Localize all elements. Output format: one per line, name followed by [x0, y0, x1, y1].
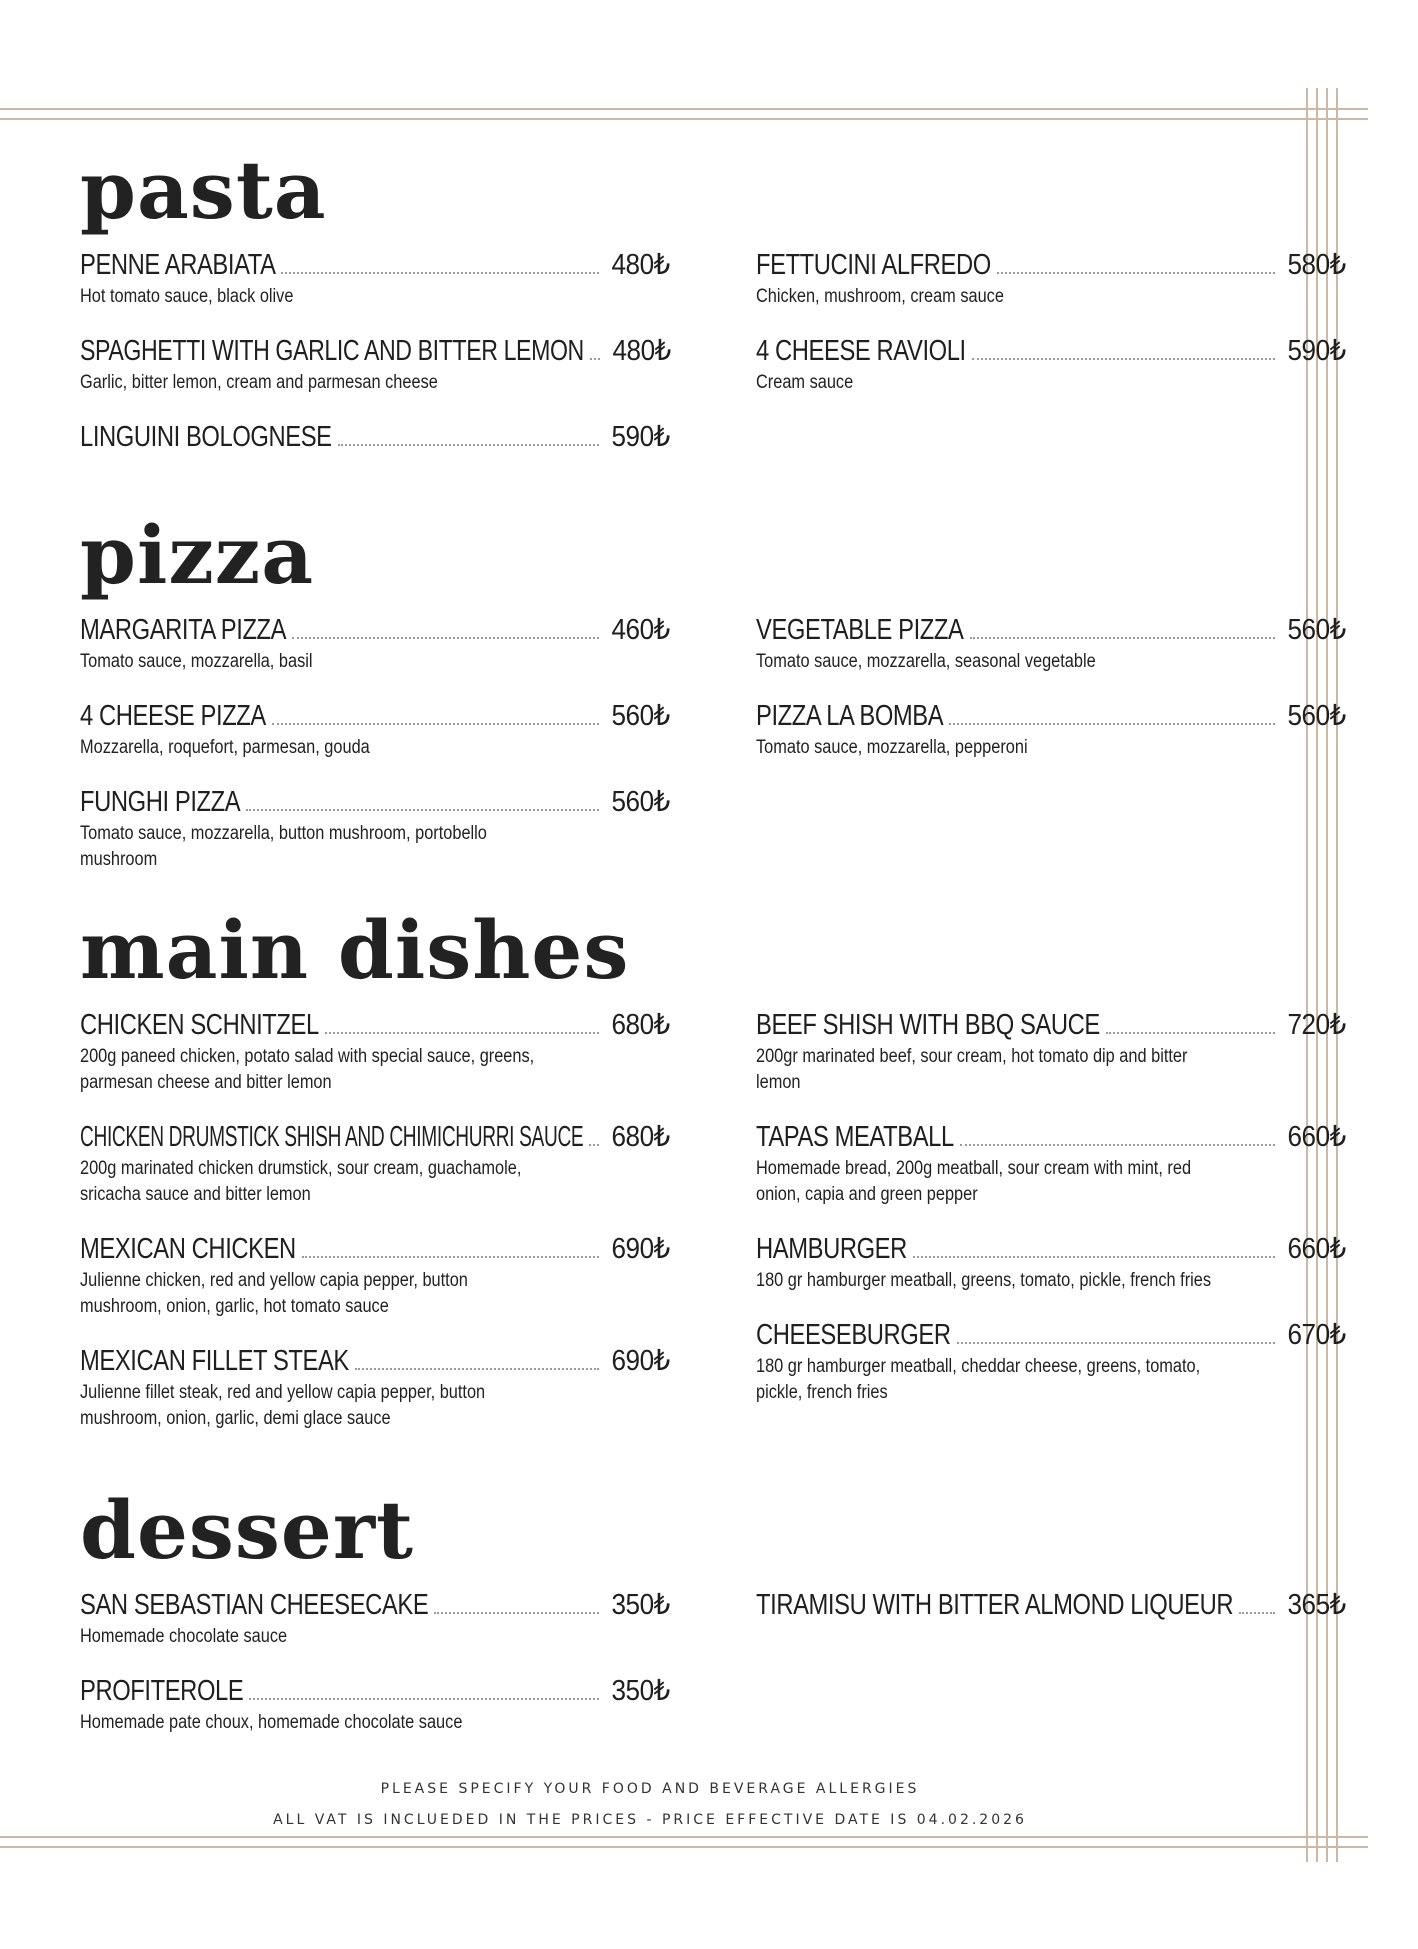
- menu-grid: [80, 1584, 1346, 1756]
- menu-column-left: [80, 609, 670, 893]
- menu-item-row: [756, 330, 1346, 368]
- menu-item-row: [80, 416, 670, 454]
- menu-item: [80, 416, 670, 454]
- menu-column-right: [756, 1584, 1346, 1756]
- item-price: 590₺: [611, 421, 670, 453]
- menu-item-row: [80, 1584, 670, 1622]
- menu-item-row: [80, 330, 670, 368]
- dot-leader: [970, 637, 1276, 639]
- dot-leader: [589, 1144, 599, 1146]
- dot-leader: [960, 1144, 1275, 1146]
- dot-leader: [249, 1698, 599, 1700]
- menu-item: [80, 1584, 670, 1650]
- top-frame-line-1: [0, 108, 1368, 110]
- item-description: Tomato sauce, mozzarella, button mushroom, portobello mushroom: [80, 823, 487, 870]
- menu-item-row: [80, 1228, 670, 1266]
- item-name: FETTUCINI ALFREDO: [756, 249, 991, 281]
- item-name: PROFITEROLE: [80, 1675, 244, 1707]
- menu-column-right: [756, 1004, 1346, 1452]
- menu-item-row: [80, 609, 670, 647]
- menu-item-row: [756, 695, 1346, 733]
- menu-item: [80, 1004, 670, 1096]
- menu-item-row: [756, 1116, 1346, 1154]
- menu-item-row: [80, 1004, 670, 1042]
- item-description: Julienne fillet steak, red and yellow capia pepper, button mushroom, onion, garlic, demi glace sauce: [80, 1382, 486, 1429]
- item-description: Hot tomato sauce, black olive: [80, 286, 294, 307]
- menu-item: [756, 330, 1346, 396]
- item-price: 660₺: [1287, 1121, 1346, 1153]
- menu-item: [80, 244, 670, 310]
- item-name: MEXICAN FILLET STEAK: [80, 1345, 349, 1377]
- item-description: 180 gr hamburger meatball, greens, tomato, pickle, french fries: [756, 1270, 1212, 1291]
- item-price: 460₺: [611, 614, 670, 646]
- item-name: FUNGHI PIZZA: [80, 786, 241, 818]
- item-price: 560₺: [1287, 614, 1346, 646]
- menu-item: [756, 1228, 1346, 1294]
- item-price: 365₺: [1287, 1589, 1346, 1621]
- item-price: 660₺: [1287, 1233, 1346, 1265]
- menu-item: [80, 1670, 670, 1736]
- section-title: main dishes: [80, 903, 630, 997]
- dot-leader: [1106, 1032, 1275, 1034]
- menu-item: [756, 1004, 1346, 1096]
- item-price: 680₺: [611, 1009, 670, 1041]
- item-name: CHEESEBURGER: [756, 1319, 951, 1351]
- menu-item-row: [756, 1314, 1346, 1352]
- menu-item-row: [80, 1116, 670, 1154]
- item-description: Mozzarella, roquefort, parmesan, gouda: [80, 737, 370, 758]
- menu-item-row: [756, 609, 1346, 647]
- bottom-frame-line-1: [0, 1836, 1368, 1838]
- item-price: 560₺: [611, 700, 670, 732]
- section-title: pasta: [80, 143, 327, 237]
- dot-leader: [355, 1368, 599, 1370]
- item-description: 200g paneed chicken, potato salad with special sauce, greens, parmesan cheese and bitter lemon: [80, 1046, 535, 1093]
- menu-item-row: [756, 1584, 1346, 1622]
- item-price: 680₺: [611, 1121, 671, 1153]
- menu-item: [756, 695, 1346, 761]
- allergy-notice: PLEASE SPECIFY YOUR FOOD AND BEVERAGE ALLERGIES: [380, 1781, 920, 1797]
- item-description: Tomato sauce, mozzarella, pepperoni: [756, 737, 1028, 758]
- item-description: Homemade pate choux, homemade chocolate sauce: [80, 1712, 463, 1733]
- menu-item-row: [80, 781, 670, 819]
- menu-item-row: [756, 244, 1346, 282]
- dot-leader: [1239, 1612, 1275, 1614]
- item-name: LINGUINI BOLOGNESE: [80, 421, 332, 453]
- item-description: 180 gr hamburger meatball, cheddar cheese, greens, tomato, pickle, french fries: [756, 1356, 1201, 1403]
- item-name: SAN SEBASTIAN CHEESECAKE: [80, 1589, 429, 1621]
- item-description: Tomato sauce, mozzarella, basil: [80, 651, 313, 672]
- item-price: 590₺: [1287, 335, 1346, 367]
- dot-leader: [281, 272, 599, 274]
- dot-leader: [338, 444, 600, 446]
- menu-column-right: [756, 244, 1346, 474]
- menu-item-row: [80, 1340, 670, 1378]
- item-name: MEXICAN CHICKEN: [80, 1233, 296, 1265]
- dot-leader: [434, 1612, 599, 1614]
- menu-item: [80, 330, 670, 396]
- menu-item: [80, 781, 670, 873]
- item-description: Julienne chicken, red and yellow capia pepper, button mushroom, onion, garlic, hot tomato sauce: [80, 1270, 468, 1317]
- item-description: Garlic, bitter lemon, cream and parmesan cheese: [80, 372, 438, 393]
- dot-leader: [997, 272, 1275, 274]
- dot-leader: [272, 723, 599, 725]
- section-title: pizza: [80, 508, 315, 602]
- item-name: VEGETABLE PIZZA: [756, 614, 964, 646]
- item-price: 560₺: [611, 786, 670, 818]
- dot-leader: [972, 358, 1275, 360]
- menu-item: [756, 1584, 1346, 1622]
- section-dessert: [80, 1483, 1346, 1756]
- item-description: Homemade bread, 200g meatball, sour cream with mint, red onion, capia and green pepper: [756, 1158, 1192, 1205]
- menu-grid: [80, 244, 1346, 474]
- menu-column-left: [80, 244, 670, 474]
- dot-leader: [292, 637, 599, 639]
- item-name: SPAGHETTI WITH GARLIC AND BITTER LEMON: [80, 335, 584, 367]
- item-price: 350₺: [611, 1589, 670, 1621]
- item-description: Cream sauce: [756, 372, 854, 393]
- menu-grid: [80, 609, 1346, 893]
- menu-column-right: [756, 609, 1346, 893]
- item-description: Homemade chocolate sauce: [80, 1626, 288, 1647]
- menu-item: [80, 695, 670, 761]
- item-name: TAPAS MEATBALL: [756, 1121, 954, 1153]
- item-name: TIRAMISU WITH BITTER ALMOND LIQUEUR: [756, 1589, 1234, 1621]
- vat-notice: ALL VAT IS INCLUEDED IN THE PRICES - PRICE EFFECTIVE DATE IS 04.02.2026: [273, 1812, 1027, 1828]
- dot-leader: [246, 809, 599, 811]
- menu-item: [756, 609, 1346, 675]
- menu-item: [80, 1228, 670, 1320]
- section-pasta: [80, 143, 1346, 474]
- item-name: CHICKEN SCHNITZEL: [80, 1009, 319, 1041]
- dot-leader: [949, 723, 1275, 725]
- menu-item-row: [756, 1228, 1346, 1266]
- menu-item-row: [756, 1004, 1346, 1042]
- item-description: 200gr marinated beef, sour cream, hot tomato dip and bitter lemon: [756, 1046, 1188, 1093]
- item-description: Chicken, mushroom, cream sauce: [756, 286, 1004, 307]
- item-name: CHICKEN DRUMSTICK SHISH AND CHIMICHURRI SAUCE: [80, 1121, 584, 1153]
- dot-leader: [913, 1256, 1275, 1258]
- item-name: MARGARITA PIZZA: [80, 614, 287, 646]
- item-price: 690₺: [611, 1345, 670, 1377]
- item-name: 4 CHEESE PIZZA: [80, 700, 266, 732]
- item-price: 480₺: [612, 335, 671, 367]
- dot-leader: [590, 358, 600, 360]
- menu-column-left: [80, 1004, 670, 1452]
- menu-item: [80, 1340, 670, 1432]
- item-description: Tomato sauce, mozzarella, seasonal vegetable: [756, 651, 1096, 672]
- item-description: 200g marinated chicken drumstick, sour cream, guachamole, sricacha sauce and bitter lemon: [80, 1158, 522, 1205]
- top-frame-line-2: [0, 118, 1368, 120]
- item-price: 560₺: [1287, 700, 1346, 732]
- menu-item: [80, 609, 670, 675]
- item-name: PIZZA LA BOMBA: [756, 700, 944, 732]
- bottom-frame-line-2: [0, 1846, 1368, 1848]
- item-price: 480₺: [611, 249, 670, 281]
- menu-item: [756, 1116, 1346, 1208]
- item-name: 4 CHEESE RAVIOLI: [756, 335, 966, 367]
- dot-leader: [325, 1032, 599, 1034]
- item-price: 350₺: [611, 1675, 670, 1707]
- menu-item-row: [80, 1670, 670, 1708]
- dot-leader: [302, 1256, 599, 1258]
- menu-item: [756, 1314, 1346, 1406]
- item-price: 720₺: [1287, 1009, 1346, 1041]
- dot-leader: [957, 1342, 1275, 1344]
- item-name: HAMBURGER: [756, 1233, 907, 1265]
- menu-item: [80, 1116, 670, 1208]
- item-name: PENNE ARABIATA: [80, 249, 276, 281]
- section-main-dishes: [80, 903, 1346, 1452]
- menu-column-left: [80, 1584, 670, 1756]
- item-name: BEEF SHISH WITH BBQ SAUCE: [756, 1009, 1100, 1041]
- menu-item-row: [80, 244, 670, 282]
- menu-item: [756, 244, 1346, 310]
- item-price: 690₺: [611, 1233, 670, 1265]
- menu-grid: [80, 1004, 1346, 1452]
- section-pizza: [80, 508, 1346, 893]
- section-title: dessert: [80, 1483, 414, 1577]
- item-price: 580₺: [1287, 249, 1346, 281]
- menu-item-row: [80, 695, 670, 733]
- item-price: 670₺: [1287, 1319, 1346, 1351]
